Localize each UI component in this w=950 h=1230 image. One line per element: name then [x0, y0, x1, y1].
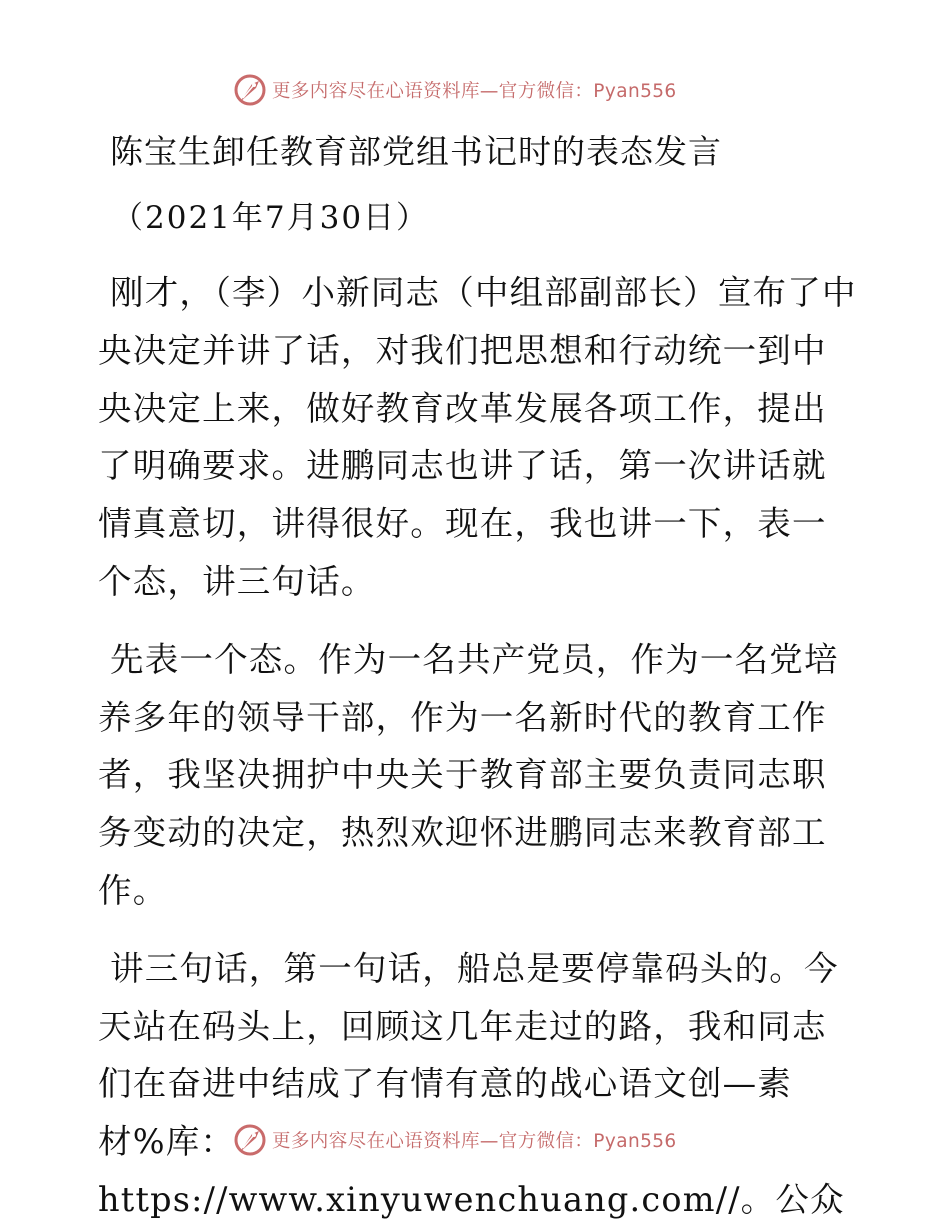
pen-nib-logo-icon [232, 1122, 268, 1158]
paragraph-2: 先表一个态。作为一名共产党员，作为一名党培养多年的领导干部，作为一名新时代的教育工作者，我坚决拥护中央关于教育部主要负责同志职务变动的决定，热烈欢迎怀进鹏同志来教育部工作。 [98, 639, 839, 910]
document-title: 陈宝生卸任教育部党组书记时的表态发言 [110, 132, 722, 171]
document-body [98, 124, 858, 1229]
paragraph-3: 讲三句话，第一句话，船总是要停靠码头的。今天站在码头上，回顾这几年走过的路，我和同志们在奋进中结成了有情有意的战心语文创—素材%库：https://www.xinyuwenchuang.com//。公众 [98, 948, 845, 1219]
header-watermark [232, 72, 677, 108]
watermark-text: 更多内容尽在心语资料库—官方微信：Pyan556 [272, 1131, 677, 1152]
paragraph-1: 刚才，（李）小新同志（中组部副部长）宣布了中央决定并讲了话，对我们把思想和行动统一到中央决定上来，做好教育改革发展各项工作，提出了明确要求。进鹏同志也讲了话，第一次讲话就情真意切，讲得很好。现在，我也讲一下，表一个态，讲三句话。 [98, 273, 857, 601]
document-date: （2021年7月30日） [112, 200, 430, 236]
footer-watermark [232, 1122, 677, 1158]
pen-nib-logo-icon [232, 72, 268, 108]
watermark-text: 更多内容尽在心语资料库—官方微信：Pyan556 [272, 81, 677, 102]
